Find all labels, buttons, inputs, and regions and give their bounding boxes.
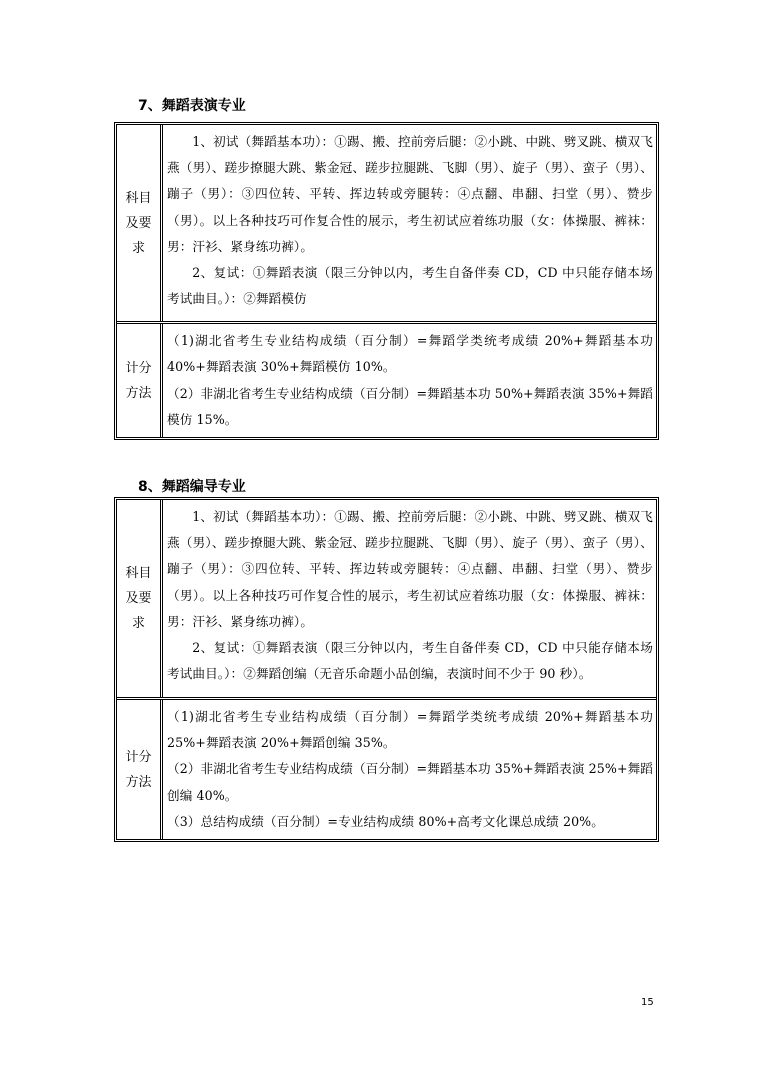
scoring-rule-3: （3）总结构成绩（百分制）=专业结构成绩 80%+高考文化课总成绩 20%。 — [167, 813, 604, 829]
subjects-label-cell — [117, 125, 163, 321]
second-exam-text: 2、复试：①舞蹈表演（限三分钟以内，考生自备伴奏 CD，CD 中只能存储本场考试曲目。）：②舞蹈创编（无音乐命题小品创编，表演时间不少于 90 秒）。 — [167, 640, 653, 682]
dance-performance-table — [114, 122, 659, 440]
subjects-content-cell — [163, 125, 656, 321]
scoring-rule-1: （1)湖北省考生专业结构成绩（百分制）=舞蹈学类统考成绩 20%+舞蹈基本功 25%+舞蹈表演 20%+舞蹈创编 35%。 — [167, 709, 653, 751]
scoring-label: 计分方法 — [125, 749, 152, 790]
section-title-choreography: 8、舞蹈编导专业 — [138, 479, 246, 495]
scoring-label-cell — [117, 700, 163, 839]
choreography-table — [114, 497, 659, 842]
preliminary-exam-text: 1、初试（舞蹈基本功）：①踢、搬、控前旁后腿：②小跳、中跳、劈叉跳、横双飞燕（男）、蹉步撩腿大跳、紫金冠、蹉步拉腿跳、飞脚（男）、旋子（男）、蛮子（男）、蹦子（男）：③四位转、平转、挥边转或旁腿转：④点翻、串翻、扫堂（男）、赞步（男）。以上各种技巧可作复合性的展示，考生初试应着练功服（女：体操服、裤袜：男：汗衫、紧身练功裤）。 — [167, 509, 653, 629]
subjects-label-cell — [117, 500, 163, 697]
scoring-label: 计分方法 — [125, 360, 152, 401]
scoring-content-cell — [163, 324, 656, 437]
section-title-dance-performance: 7、舞蹈表演专业 — [138, 98, 246, 114]
subjects-label: 科目及要求 — [125, 566, 152, 631]
scoring-rule-2: （2）非湖北省考生专业结构成绩（百分制）=舞蹈基本功 35%+舞蹈表演 25%+舞蹈创编 40%。 — [167, 761, 653, 803]
preliminary-exam-text: 1、初试（舞蹈基本功）：①踢、搬、控前旁后腿：②小跳、中跳、劈叉跳、横双飞燕（男）、蹉步撩腿大跳、紫金冠、蹉步拉腿跳、飞脚（男）、旋子（男）、蛮子（男）、蹦子（男）：③四位转、平转、挥边转或旁腿转：④点翻、串翻、扫堂（男）、赞步（男）。以上各种技巧可作复合性的展示，考生初试应着练功服（女：体操服、裤袜：男：汗衫、紧身练功裤）。 — [167, 134, 653, 254]
second-exam-text: 2、复试：①舞蹈表演（限三分钟以内，考生自备伴奏 CD，CD 中只能存储本场考试曲目。）：②舞蹈模仿 — [167, 265, 653, 307]
subjects-label: 科目及要求 — [125, 190, 152, 256]
subjects-content-cell — [163, 500, 656, 697]
scoring-rule-1: （1)湖北省考生专业结构成绩（百分制）=舞蹈学类统考成绩 20%+舞蹈基本功 40%+舞蹈表演 30%+舞蹈模仿 10%。 — [167, 333, 653, 375]
page-number: 15 — [641, 997, 654, 1008]
scoring-rule-2: （2）非湖北省考生专业结构成绩（百分制）=舞蹈基本功 50%+舞蹈表演 35%+舞蹈模仿 15%。 — [167, 385, 653, 427]
scoring-content-cell — [163, 700, 656, 839]
scoring-label-cell — [117, 324, 163, 437]
